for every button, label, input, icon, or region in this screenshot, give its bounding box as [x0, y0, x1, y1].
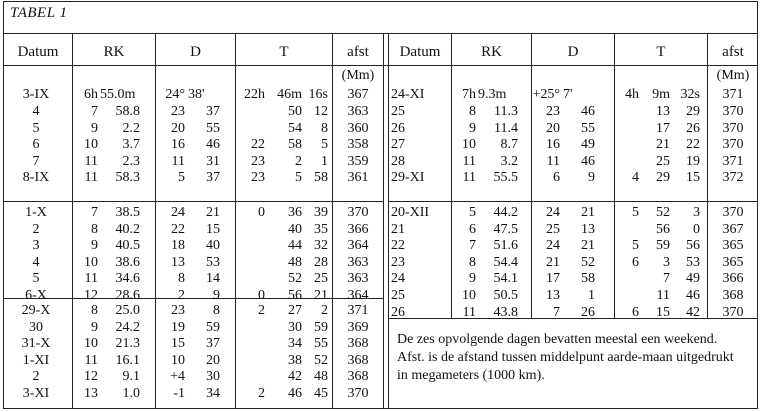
divider-rule-a — [383, 33, 384, 409]
right-row-2-d-min: 49 — [581, 137, 595, 153]
left-row-1-afst: 360 — [347, 120, 369, 136]
right-row-8-t-m: 3 — [663, 254, 670, 270]
left-row-8-rk-m: 38.6 — [115, 254, 140, 270]
left-row-4-d-deg: 5 — [178, 170, 185, 186]
right-row-11-rk-m: 43.8 — [493, 304, 518, 320]
left-row-3-date: 7 — [32, 153, 40, 169]
right-row-10-d-deg: 13 — [546, 288, 560, 303]
table-title: TABEL 1 — [10, 5, 68, 21]
right-d-deg-first: +25° — [532, 87, 560, 102]
left-row-14-d-min: 20 — [206, 352, 220, 368]
right-row-1-date: 26 — [391, 120, 405, 136]
left-row-6-afst: 366 — [347, 221, 369, 237]
left-row-13-t-m: 34 — [288, 336, 302, 352]
left-row-16-t-h: 2 — [258, 386, 265, 401]
right-row-11-d-deg: 7 — [553, 304, 560, 320]
left-row-1-rk-h: 9 — [91, 120, 98, 136]
right-row-5-t-s: 3 — [693, 205, 700, 220]
left-row-11-date: 29-X — [21, 303, 51, 318]
left-row-7-d-min: 40 — [206, 238, 220, 254]
right-row-3-t-s: 19 — [686, 153, 700, 169]
left-row-9-t-s: 25 — [314, 271, 328, 287]
right-col-rule-0 — [451, 33, 452, 318]
left-t-h-first: 22h — [244, 87, 265, 102]
right-row-1-t-m: 17 — [656, 120, 670, 136]
left-row-10-t-s: 21 — [314, 288, 328, 303]
right-row-2-t-m: 21 — [656, 137, 670, 153]
left-row-10-t-h: 0 — [258, 288, 265, 303]
right-row-1-afst: 370 — [722, 120, 744, 136]
right-row-9-rk-h: 9 — [469, 271, 476, 287]
right-date-first: 24-XI — [391, 87, 425, 102]
left-row-0-t-m: 50 — [288, 104, 302, 119]
right-row-8-date: 23 — [391, 254, 405, 270]
left-row-4-afst: 361 — [347, 170, 369, 186]
left-row-15-rk-m: 9.1 — [122, 369, 140, 385]
left-row-8-rk-h: 10 — [84, 254, 98, 270]
left-row-7-date: 3 — [32, 238, 40, 254]
right-row-8-rk-m: 54.4 — [493, 254, 518, 270]
left-header-d: D — [190, 44, 201, 60]
left-block-rule-1 — [3, 201, 383, 202]
left-row-12-d-deg: 19 — [171, 319, 185, 335]
right-row-3-d-min: 46 — [581, 153, 595, 169]
left-row-0-date: 4 — [32, 104, 40, 119]
right-row-4-rk-h: 11 — [462, 170, 476, 186]
right-header-afst: afst — [722, 44, 744, 60]
right-row-9-t-s: 49 — [686, 271, 700, 287]
left-row-16-d-deg: -1 — [173, 386, 185, 401]
left-row-1-t-s: 8 — [321, 120, 328, 136]
right-header-rk: RK — [481, 44, 502, 60]
right-afst-first: 371 — [722, 87, 744, 102]
right-row-0-t-m: 13 — [656, 104, 670, 119]
left-row-13-d-deg: 15 — [171, 336, 185, 352]
left-d-deg-first: 24° — [165, 87, 185, 102]
left-row-14-rk-h: 11 — [84, 352, 98, 368]
right-row-3-d-deg: 11 — [546, 153, 560, 169]
right-row-6-rk-m: 47.5 — [493, 221, 518, 237]
left-row-11-afst: 371 — [347, 303, 369, 318]
left-row-9-rk-h: 11 — [84, 271, 98, 287]
left-row-5-rk-h: 7 — [91, 205, 98, 220]
right-t-m-first: 9m — [652, 87, 670, 102]
left-col-rule-0 — [72, 33, 73, 409]
right-header-unit: (Mm) — [716, 68, 750, 83]
left-row-5-t-h: 0 — [258, 205, 265, 220]
left-row-3-t-m: 2 — [295, 153, 302, 169]
right-row-10-t-m: 11 — [656, 288, 670, 303]
right-row-3-rk-h: 11 — [462, 153, 476, 169]
left-row-7-afst: 364 — [347, 238, 369, 254]
left-row-0-rk-h: 7 — [91, 104, 98, 119]
right-t-h-first: 4h — [625, 87, 639, 102]
left-row-5-afst: 370 — [347, 205, 369, 220]
left-d-min-first: 38' — [188, 87, 205, 102]
left-row-8-d-deg: 13 — [171, 254, 185, 270]
left-row-9-afst: 363 — [347, 271, 369, 287]
left-row-1-d-min: 55 — [206, 120, 220, 136]
left-row-3-rk-m: 2.3 — [122, 153, 140, 169]
left-row-6-rk-h: 8 — [91, 221, 98, 237]
right-row-3-t-m: 25 — [656, 153, 670, 169]
left-row-0-t-s: 12 — [314, 104, 328, 119]
left-row-9-d-min: 14 — [206, 271, 220, 287]
right-row-8-d-deg: 21 — [546, 254, 560, 270]
right-row-10-d-min: 1 — [588, 288, 595, 303]
left-rk-h-first: 6h — [84, 87, 98, 102]
right-row-6-t-s: 0 — [693, 221, 700, 237]
right-row-8-d-min: 52 — [581, 254, 595, 270]
left-row-1-date: 5 — [32, 120, 40, 136]
right-col-rule-1 — [531, 33, 532, 318]
right-row-9-date: 24 — [391, 271, 405, 287]
left-row-4-d-min: 37 — [206, 170, 220, 186]
left-row-14-date: 1-XI — [22, 352, 50, 368]
left-row-7-t-m: 44 — [288, 238, 302, 254]
left-afst-first: 367 — [347, 87, 369, 102]
left-row-5-d-deg: 24 — [171, 205, 185, 220]
right-row-3-rk-m: 3.2 — [500, 153, 518, 169]
right-row-3-afst: 371 — [722, 153, 744, 169]
right-row-11-afst: 370 — [722, 304, 744, 320]
left-header-t: T — [279, 44, 289, 60]
right-row-11-t-m: 15 — [656, 304, 670, 320]
left-row-8-date: 4 — [32, 254, 40, 270]
right-row-7-rk-h: 7 — [469, 238, 476, 254]
right-row-3-date: 28 — [391, 153, 405, 169]
right-row-4-d-min: 9 — [588, 170, 595, 186]
right-row-11-date: 26 — [391, 304, 405, 320]
right-rk-m-first: 9.3m — [478, 87, 507, 102]
left-row-2-t-m: 58 — [288, 137, 302, 153]
left-row-4-t-h: 23 — [251, 170, 265, 186]
left-row-12-rk-h: 9 — [91, 319, 98, 335]
right-row-0-d-deg: 23 — [546, 104, 560, 119]
right-row-5-rk-h: 5 — [469, 205, 476, 220]
left-row-11-d-deg: 23 — [171, 303, 185, 318]
right-row-0-t-s: 29 — [686, 104, 700, 119]
right-row-9-t-m: 7 — [663, 271, 670, 287]
right-row-7-d-min: 21 — [581, 238, 595, 254]
right-row-1-rk-m: 11.4 — [494, 120, 518, 136]
left-row-15-afst: 368 — [347, 369, 369, 385]
left-row-0-afst: 363 — [347, 104, 369, 119]
right-row-10-afst: 368 — [722, 288, 744, 303]
right-row-2-rk-m: 8.7 — [500, 137, 518, 153]
right-row-4-t-h: 4 — [632, 170, 639, 186]
left-row-3-rk-h: 11 — [84, 153, 98, 169]
left-row-6-date: 2 — [32, 221, 40, 237]
right-row-5-d-deg: 24 — [546, 205, 560, 220]
left-row-4-rk-h: 11 — [84, 170, 98, 186]
left-row-2-t-s: 5 — [321, 137, 328, 153]
left-row-10-date: 6-X — [25, 288, 47, 303]
left-row-3-d-deg: 11 — [171, 153, 185, 169]
left-row-2-date: 6 — [32, 137, 40, 153]
right-row-1-t-s: 26 — [686, 120, 700, 136]
left-row-5-t-m: 36 — [288, 205, 302, 220]
left-row-16-date: 3-XI — [22, 386, 50, 401]
left-row-10-rk-m: 28.6 — [115, 288, 140, 303]
left-row-9-d-deg: 8 — [178, 271, 185, 287]
left-row-4-date: 8-IX — [22, 170, 50, 186]
left-row-12-t-m: 30 — [288, 319, 302, 335]
left-row-14-rk-m: 16.1 — [115, 352, 140, 368]
right-row-7-afst: 365 — [722, 238, 744, 254]
left-row-10-rk-h: 12 — [84, 288, 98, 303]
left-row-4-rk-m: 58.3 — [115, 170, 140, 186]
right-header-t: T — [656, 44, 666, 60]
left-row-2-d-deg: 16 — [171, 137, 185, 153]
right-row-9-d-deg: 17 — [546, 271, 560, 287]
right-row-2-afst: 370 — [722, 137, 744, 153]
right-row-2-t-s: 22 — [686, 137, 700, 153]
left-row-16-t-s: 45 — [314, 386, 328, 401]
left-row-6-rk-m: 40.2 — [115, 221, 140, 237]
right-row-5-d-min: 21 — [581, 205, 595, 220]
right-row-10-rk-m: 50.5 — [493, 288, 518, 303]
left-row-5-date: 1-X — [25, 205, 47, 220]
left-row-7-rk-m: 40.5 — [115, 238, 140, 254]
right-row-1-d-min: 55 — [581, 120, 595, 136]
left-row-1-rk-m: 2.2 — [122, 120, 140, 136]
right-row-7-d-deg: 24 — [546, 238, 560, 254]
right-row-4-d-deg: 6 — [553, 170, 560, 186]
right-row-7-t-m: 59 — [656, 238, 670, 254]
right-row-11-rk-h: 11 — [462, 304, 476, 320]
right-row-4-rk-m: 55.5 — [493, 170, 518, 186]
right-row-10-rk-h: 10 — [462, 288, 476, 303]
left-row-6-t-s: 35 — [314, 221, 328, 237]
left-row-15-d-min: 30 — [206, 369, 220, 385]
footnote: De zes opvolgende dagen bevatten meestal een weekend. Afst. is de afstand tussen middelpunt aarde-maan uitgedrukt in megameters (1000 km). — [397, 332, 734, 383]
right-row-6-t-m: 56 — [656, 221, 670, 237]
right-row-4-t-m: 29 — [656, 170, 670, 186]
left-row-2-afst: 358 — [347, 137, 369, 153]
right-row-7-rk-m: 51.6 — [493, 238, 518, 254]
left-row-15-t-s: 48 — [314, 369, 328, 385]
right-row-2-date: 27 — [391, 137, 405, 153]
title-rule — [3, 33, 758, 34]
left-row-0-d-deg: 23 — [171, 104, 185, 119]
left-row-12-date: 30 — [29, 319, 43, 335]
right-row-1-rk-h: 9 — [469, 120, 476, 136]
left-row-13-date: 31-X — [21, 336, 51, 352]
right-row-7-t-h: 5 — [632, 238, 639, 254]
right-row-5-t-m: 52 — [656, 205, 670, 220]
left-row-11-d-min: 8 — [213, 303, 220, 318]
right-row-8-rk-h: 8 — [469, 254, 476, 270]
right-row-6-afst: 367 — [722, 221, 744, 237]
right-row-6-date: 21 — [391, 221, 405, 237]
left-t-m-first: 46m — [277, 87, 302, 102]
left-row-2-rk-h: 10 — [84, 137, 98, 153]
left-row-15-d-deg: +4 — [170, 369, 185, 385]
left-row-16-d-min: 34 — [206, 386, 220, 401]
left-row-9-date: 5 — [32, 271, 40, 287]
right-row-0-d-min: 46 — [581, 104, 595, 119]
right-row-5-t-h: 5 — [632, 205, 639, 220]
left-row-10-t-m: 56 — [288, 288, 302, 303]
right-row-7-t-s: 56 — [686, 238, 700, 254]
right-row-0-afst: 370 — [722, 104, 744, 119]
left-row-1-d-deg: 20 — [171, 120, 185, 136]
right-row-6-rk-h: 6 — [469, 221, 476, 237]
right-row-8-t-h: 6 — [632, 254, 639, 270]
left-row-12-afst: 369 — [347, 319, 369, 335]
right-row-7-date: 22 — [391, 238, 405, 254]
right-row-0-rk-m: 11.3 — [494, 104, 518, 119]
right-row-6-d-min: 13 — [581, 221, 595, 237]
right-row-4-afst: 372 — [722, 170, 744, 186]
left-row-9-t-m: 52 — [288, 271, 302, 287]
left-row-10-d-deg: 2 — [178, 288, 185, 303]
left-header-rk: RK — [103, 44, 125, 60]
right-row-8-t-s: 53 — [686, 254, 700, 270]
right-header-d: D — [567, 44, 579, 60]
left-row-8-d-min: 53 — [206, 254, 220, 270]
left-row-11-t-m: 27 — [288, 303, 302, 318]
right-row-10-t-s: 46 — [686, 288, 700, 303]
left-date-first: 3-IX — [22, 87, 50, 102]
left-row-11-rk-h: 8 — [91, 303, 98, 318]
right-row-2-d-deg: 16 — [546, 137, 560, 153]
left-row-6-d-deg: 22 — [171, 221, 185, 237]
left-row-2-t-h: 22 — [251, 137, 265, 153]
divider-rule-b — [388, 33, 389, 409]
left-row-14-d-deg: 10 — [171, 352, 185, 368]
left-row-6-d-min: 15 — [206, 221, 220, 237]
right-t-s-first: 32s — [680, 87, 700, 102]
left-row-15-date: 2 — [32, 369, 40, 385]
left-row-16-rk-h: 13 — [84, 386, 98, 401]
left-row-5-d-min: 21 — [206, 205, 220, 220]
left-row-13-rk-h: 10 — [84, 336, 98, 352]
left-row-13-afst: 368 — [347, 336, 369, 352]
left-row-8-t-m: 48 — [288, 254, 302, 270]
left-row-4-t-m: 5 — [295, 170, 302, 186]
left-row-13-t-s: 55 — [314, 336, 328, 352]
left-row-13-d-min: 37 — [206, 336, 220, 352]
left-row-16-rk-m: 1.0 — [122, 386, 140, 401]
left-row-16-t-m: 46 — [288, 386, 302, 401]
left-row-12-t-s: 59 — [314, 319, 328, 335]
left-row-3-afst: 359 — [347, 153, 369, 169]
right-row-10-date: 25 — [391, 288, 405, 303]
left-row-7-t-s: 32 — [314, 238, 328, 254]
left-row-10-afst: 364 — [347, 288, 369, 303]
left-rk-m-first: 55.0m — [100, 87, 136, 102]
right-row-5-date: 20-XII — [391, 205, 430, 220]
left-row-16-afst: 370 — [347, 386, 369, 401]
left-row-0-rk-m: 58.8 — [115, 104, 140, 119]
left-row-15-t-m: 42 — [288, 369, 302, 385]
right-row-0-rk-h: 8 — [469, 104, 476, 119]
left-row-10-d-min: 9 — [213, 288, 220, 303]
left-row-0-d-min: 37 — [206, 104, 220, 119]
right-row-4-date: 29-XI — [391, 170, 425, 186]
right-row-9-rk-m: 54.1 — [493, 271, 518, 287]
right-row-8-afst: 365 — [722, 254, 744, 270]
right-d-min-first: 7' — [563, 87, 573, 102]
right-row-5-afst: 370 — [722, 205, 744, 220]
left-row-8-t-s: 28 — [314, 254, 328, 270]
right-row-11-d-min: 26 — [581, 304, 595, 320]
right-row-11-t-h: 6 — [632, 304, 639, 320]
left-header-unit: (Mm) — [341, 68, 375, 83]
left-row-3-t-s: 1 — [321, 153, 328, 169]
right-row-11-t-s: 42 — [686, 304, 700, 320]
left-row-11-t-s: 2 — [321, 303, 328, 318]
right-row-5-rk-m: 44.2 — [493, 205, 518, 220]
left-row-7-rk-h: 9 — [91, 238, 98, 254]
left-row-14-t-s: 52 — [314, 352, 328, 368]
right-row-6-d-deg: 25 — [546, 221, 560, 237]
right-block-rule-1 — [389, 201, 758, 202]
left-row-6-t-m: 40 — [288, 221, 302, 237]
left-row-3-t-h: 23 — [251, 153, 265, 169]
left-row-9-rk-m: 34.6 — [115, 271, 140, 287]
right-header-datum: Datum — [399, 44, 441, 60]
right-row-0-date: 25 — [391, 104, 405, 119]
left-row-11-t-h: 2 — [258, 303, 265, 318]
left-t-s-first: 16s — [308, 87, 328, 102]
left-row-12-d-min: 59 — [206, 319, 220, 335]
right-rk-h-first: 7h — [462, 87, 476, 102]
left-row-14-afst: 368 — [347, 352, 369, 368]
left-row-1-t-m: 54 — [288, 120, 302, 136]
right-row-9-d-min: 58 — [581, 271, 595, 287]
right-row-9-afst: 366 — [722, 271, 744, 287]
left-row-7-d-deg: 18 — [171, 238, 185, 254]
left-header-datum: Datum — [17, 44, 59, 60]
left-row-14-t-m: 38 — [288, 352, 302, 368]
left-row-8-afst: 363 — [347, 254, 369, 270]
right-row-1-d-deg: 20 — [546, 120, 560, 136]
header-rule — [3, 65, 758, 66]
left-row-3-d-min: 31 — [206, 153, 220, 169]
right-col-rule-2 — [614, 33, 615, 318]
left-row-5-t-s: 39 — [314, 205, 328, 220]
right-row-2-rk-h: 10 — [462, 137, 476, 153]
left-header-afst: afst — [347, 44, 369, 60]
right-row-4-t-s: 15 — [686, 170, 700, 186]
left-row-5-rk-m: 38.5 — [115, 205, 140, 220]
left-row-11-rk-m: 25.0 — [115, 303, 140, 318]
left-row-2-rk-m: 3.7 — [122, 137, 140, 153]
left-row-13-rk-m: 21.3 — [115, 336, 140, 352]
left-row-12-rk-m: 24.2 — [115, 319, 140, 335]
left-row-4-t-s: 58 — [314, 170, 328, 186]
left-row-2-d-min: 46 — [206, 137, 220, 153]
left-row-15-rk-h: 12 — [84, 369, 98, 385]
